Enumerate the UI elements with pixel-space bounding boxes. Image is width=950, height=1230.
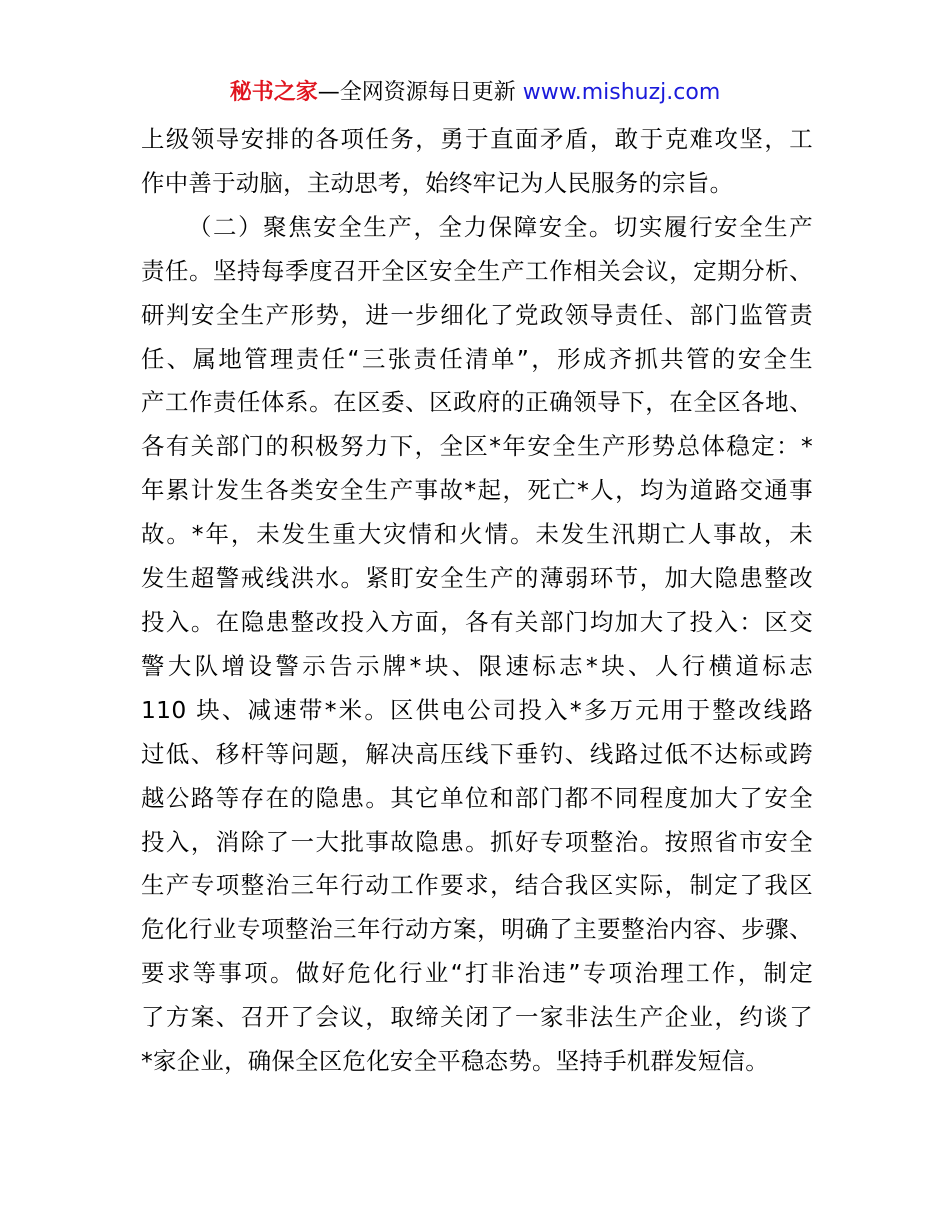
text-line: 年累计发生各类安全生产事故*起，死亡*人，均为道路交通事 <box>141 476 813 505</box>
text-line: 110 块、减速带*米。区供电公司投入*多万元用于整改线路 <box>141 695 813 724</box>
text-line: 上级领导安排的各项任务，勇于直面矛盾，敢于克难攻坚，工 <box>141 125 813 153</box>
text-line: 责任。坚持每季度召开全区安全生产工作相关会议，定期分析、 <box>141 256 813 285</box>
text-line: 警大队增设警示告示牌*块、限速标志*块、人行横道标志 <box>141 651 813 680</box>
text-line: 故。*年，未发生重大灾情和火情。未发生汛期亡人事故，未 <box>141 520 813 549</box>
text-line: 了方案、召开了会议，取缔关闭了一家非法生产企业，约谈了 <box>141 1003 813 1032</box>
text-line: 过低、移杆等问题，解决高压线下垂钓、线路过低不达标或跨 <box>141 739 813 768</box>
text-line: 投入。在隐患整改投入方面，各有关部门均加大了投入：区交 <box>141 607 813 636</box>
paragraph-safety-production <box>141 206 813 1084</box>
text-line: 作中善于动脑，主动思考，始终牢记为人民服务的宗旨。 <box>141 168 734 197</box>
brand-name: 秘书之家 <box>229 80 318 105</box>
text-line: 越公路等存在的隐患。其它单位和部门都不同程度加大了安全 <box>141 783 813 812</box>
site-header <box>0 76 950 110</box>
text-line: 要求等事项。做好危化行业“打非治违”专项治理工作，制定 <box>141 959 813 988</box>
text-line: *家企业，确保全区危化安全平稳态势。坚持手机群发短信。 <box>141 1047 769 1076</box>
header-tagline: —全网资源每日更新 <box>317 80 523 105</box>
text-line: 发生超警戒线洪水。紧盯安全生产的薄弱环节，加大隐患整改 <box>141 564 813 593</box>
document-body <box>141 118 813 1084</box>
text-line: 研判安全生产形势，进一步细化了党政领导责任、部门监管责 <box>141 300 813 329</box>
text-line: 任、属地管理责任“三张责任清单”，形成齐抓共管的安全生 <box>141 344 813 373</box>
site-url-link[interactable]: www.mishuzj.com <box>522 80 721 105</box>
text-line: （二）聚焦安全生产，全力保障安全。切实履行安全生产 <box>188 212 813 241</box>
text-line: 投入，消除了一大批事故隐患。抓好专项整治。按照省市安全 <box>141 827 813 856</box>
text-line: 危化行业专项整治三年行动方案，明确了主要整治内容、步骤、 <box>141 915 813 944</box>
text-line: 各有关部门的积极努力下，全区*年安全生产形势总体稳定：* <box>141 432 813 461</box>
text-line: 生产专项整治三年行动工作要求，结合我区实际，制定了我区 <box>141 871 813 900</box>
paragraph-continuation <box>141 118 813 206</box>
text-line: 产工作责任体系。在区委、区政府的正确领导下，在全区各地、 <box>141 388 813 417</box>
